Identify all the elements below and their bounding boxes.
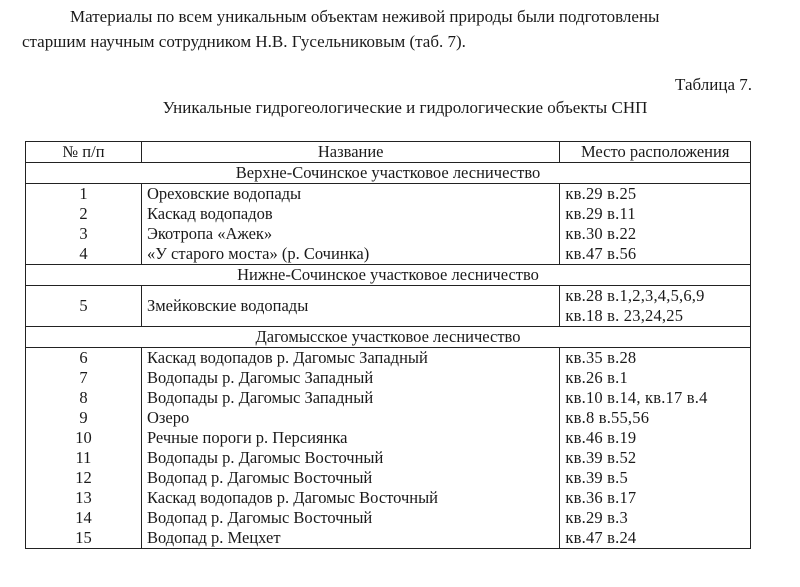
cell-place-line: кв.18 в. 23,24,25 xyxy=(565,306,684,325)
table-row xyxy=(26,286,751,327)
table-row xyxy=(26,528,751,549)
header-name: Название xyxy=(141,142,559,163)
cell-name: Каскад водопадов р. Дагомыс Восточный xyxy=(141,488,559,508)
table-row xyxy=(26,508,751,528)
cell-name: Водопад р. Дагомыс Восточный xyxy=(141,508,559,528)
cell-place: кв.29 в.3 xyxy=(560,508,751,528)
header-num: № п/п xyxy=(26,142,142,163)
cell-place: кв.39 в.5 xyxy=(560,468,751,488)
cell-num: 2 xyxy=(26,204,142,224)
cell-name: Водопад р. Дагомыс Восточный xyxy=(141,468,559,488)
cell-place: кв.29 в.11 xyxy=(560,204,751,224)
cell-place: кв.29 в.25 xyxy=(560,184,751,205)
cell-num: 12 xyxy=(26,468,142,488)
section-row xyxy=(26,265,751,286)
cell-name: Водопады р. Дагомыс Восточный xyxy=(141,448,559,468)
cell-num: 6 xyxy=(26,348,142,369)
cell-name: Озеро xyxy=(141,408,559,428)
cell-name: Каскад водопадов р. Дагомыс Западный xyxy=(141,348,559,369)
cell-name: Водопады р. Дагомыс Западный xyxy=(141,388,559,408)
cell-name: Водопады р. Дагомыс Западный xyxy=(141,368,559,388)
cell-num: 8 xyxy=(26,388,142,408)
table-row xyxy=(26,368,751,388)
cell-place: кв.47 в.56 xyxy=(560,244,751,265)
table-row xyxy=(26,448,751,468)
cell-num: 4 xyxy=(26,244,142,265)
cell-name: Речные пороги р. Персиянка xyxy=(141,428,559,448)
table-header-row xyxy=(26,142,751,163)
cell-num: 1 xyxy=(26,184,142,205)
cell-num: 13 xyxy=(26,488,142,508)
cell-place: кв.36 в.17 xyxy=(560,488,751,508)
cell-place: кв.26 в.1 xyxy=(560,368,751,388)
table-row xyxy=(26,408,751,428)
cell-place: кв.47 в.24 xyxy=(560,528,751,549)
cell-num: 14 xyxy=(26,508,142,528)
table-row xyxy=(26,224,751,244)
table-row xyxy=(26,388,751,408)
table-row xyxy=(26,184,751,205)
cell-place xyxy=(560,286,751,327)
cell-num: 5 xyxy=(26,286,142,327)
cell-name: «У старого моста» (р. Сочинка) xyxy=(141,244,559,265)
cell-name: Водопад р. Мецхет xyxy=(141,528,559,549)
cell-name: Змейковские водопады xyxy=(141,286,559,327)
intro-paragraph xyxy=(22,4,762,54)
section-title: Нижне-Сочинское участковое лесничество xyxy=(26,265,751,286)
section-row xyxy=(26,163,751,184)
cell-num: 3 xyxy=(26,224,142,244)
cell-place: кв.8 в.55,56 xyxy=(560,408,751,428)
table-row xyxy=(26,244,751,265)
cell-num: 10 xyxy=(26,428,142,448)
table-body xyxy=(26,163,751,549)
objects-table xyxy=(25,141,751,549)
cell-place: кв.10 в.14, кв.17 в.4 xyxy=(560,388,751,408)
cell-place: кв.35 в.28 xyxy=(560,348,751,369)
section-row xyxy=(26,327,751,348)
cell-name: Экотропа «Ажек» xyxy=(141,224,559,244)
table-row xyxy=(26,488,751,508)
table-row xyxy=(26,204,751,224)
cell-place: кв.46 в.19 xyxy=(560,428,751,448)
cell-num: 9 xyxy=(26,408,142,428)
cell-place: кв.30 в.22 xyxy=(560,224,751,244)
cell-name: Каскад водопадов xyxy=(141,204,559,224)
cell-num: 7 xyxy=(26,368,142,388)
section-title: Верхне-Сочинское участковое лесничество xyxy=(26,163,751,184)
cell-place: кв.39 в.52 xyxy=(560,448,751,468)
intro-line-2: старшим научным сотрудником Н.В. Гусельниковым (таб. 7). xyxy=(22,32,466,51)
header-place: Место расположения xyxy=(560,142,751,163)
table-caption: Таблица 7. xyxy=(675,75,752,94)
section-title: Дагомысское участковое лесничество xyxy=(26,327,751,348)
cell-num: 11 xyxy=(26,448,142,468)
cell-place-line: кв.28 в.1,2,3,4,5,6,9 xyxy=(565,286,705,305)
table-row xyxy=(26,468,751,488)
table-title: Уникальные гидрогеологические и гидрологические объекты СНП xyxy=(162,98,648,117)
cell-num: 15 xyxy=(26,528,142,549)
table-row xyxy=(26,348,751,369)
intro-line-1: Материалы по всем уникальным объектам неживой природы были подготовлены xyxy=(70,7,660,26)
table-row xyxy=(26,428,751,448)
cell-name: Ореховские водопады xyxy=(141,184,559,205)
